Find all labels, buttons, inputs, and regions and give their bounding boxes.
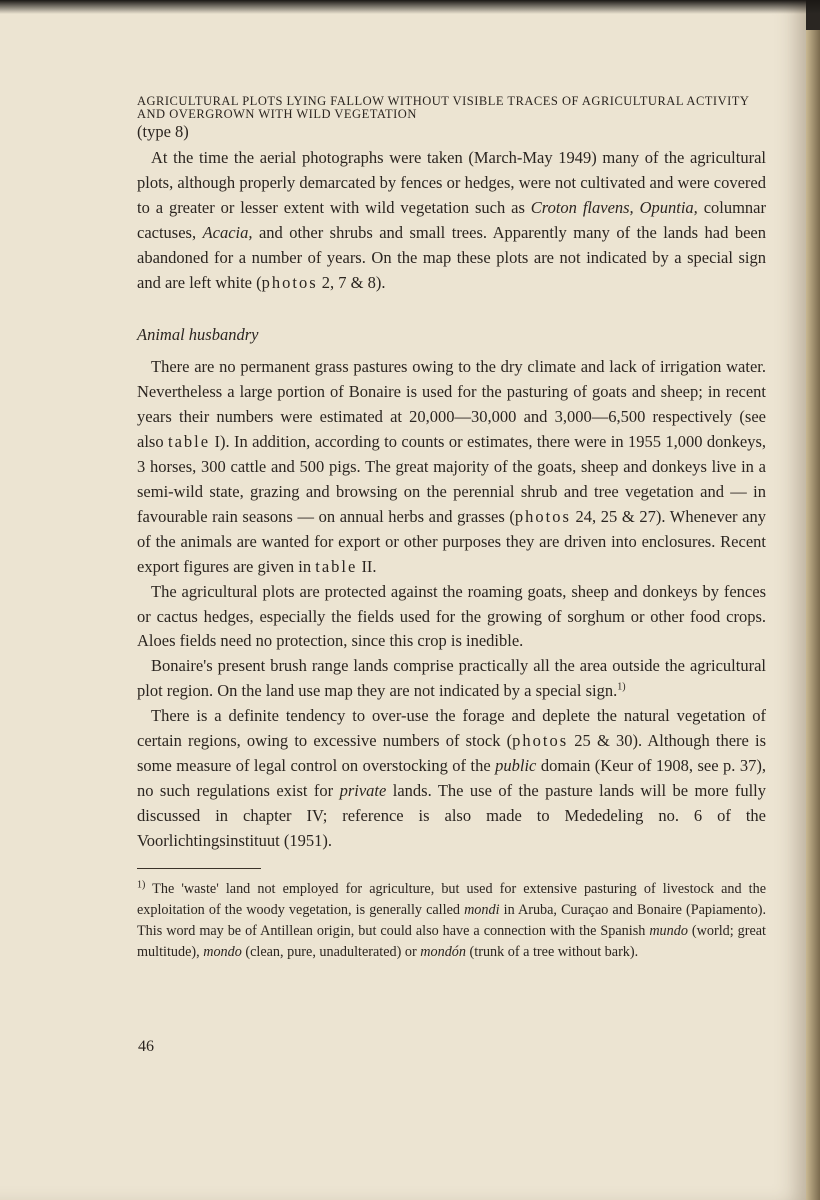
paragraph-fences: The agricultural plots are protected against the roaming goats, sheep and donkeys by fences or cactus hedges, especially the fields used for the growing of sorghum or other food crops. Aloes fields need no protection, since this crop is inedible. (137, 581, 766, 651)
section-heading: AGRICULTURAL PLOTS LYING FALLOW WITHOUT VISIBLE TRACES OF AGRICULTURAL ACTIVITY AND OVERGROWN WITH WILD VEGETATION (137, 94, 749, 121)
book-spine-edge (806, 30, 820, 1200)
footnote-mark: 1) (137, 878, 146, 890)
type-note: (type 8) (137, 122, 189, 141)
page-content (137, 95, 766, 963)
top-shadow (0, 0, 820, 14)
section-title-animal-husbandry: Animal husbandry (137, 325, 259, 345)
paragraph-range-lands: Bonaire's present brush range lands comprise practically all the area outside the agricultural plot region. On the land use map they are not indicated by a special sign.$^{1)}$ (137, 656, 766, 701)
footnote-divider (137, 868, 261, 869)
paragraph-over-use: There is a definite tendency to over-use the forage and deplete the natural vegetation of certain regions, owing to excessive numbers of stock (photos 25 & 30). Although there is some measure of legal control on overstocking of the public domain (Keur of 1908, see p. 37), no such regulations exist for private lands. The use of the pasture lands will be more fully discussed in chapter IV; reference is also made to Mededeling no. 6 of the Voorlichtingsinstituut (1951). (137, 706, 767, 850)
footnote: $^{1)}$ The 'waste' land not employed for agriculture, but used for extensive pasturing of livestock and the exploitation of the woody vegetation, is generally called mondi in Aruba, Curaçao and Bonaire (Papiamento). This word may be of Antillean origin, but could also have a connection with the Spanish mundo (world; great multitude), mondo (clean, pure, unadulterated) or mondón (trunk of a tree without bark). (137, 878, 766, 960)
footnote-reference: 1) (617, 681, 626, 693)
paragraph-livestock: There are no permanent grass pastures owing to the dry climate and lack of irrigation water. Nevertheless a large portion of Bonaire is used for the pasturing of goats and sheep; in recent years their numbers were estimated at 20,000—30,000 and 3,000—6,500 respectively (see also table I). In addition, according to counts or estimates, there were in 1955 1,000 donkeys, 3 horses, 300 cattle and 500 pigs. The great majority of the goats, sheep and donkeys live in a semi-wild state, grazing and browsing on the perennial shrub and tree vegetation and — in favourable rain seasons — on annual herbs and grasses (photos 24, 25 & 27). Whenever any of the animals are wanted for export or other purposes they are driven into enclosures. Recent export figures are given in table II. (137, 357, 766, 576)
paragraph-fallow-plots: At the time the aerial photographs were taken (March-May 1949) many of the agricultural plots, although properly demarcated by fences or hedges, were not cultivated and were covered to a greater or lesser extent with wild vegetation such as Croton flavens, Opuntia, columnar cactuses, Acacia, and other shrubs and small trees. Apparently many of the lands had been abandoned for a number of years. On the map these plots are not indicated by a special sign and are left white (photos 2, 7 & 8). (137, 148, 766, 292)
page-number: 46 (138, 1038, 154, 1055)
